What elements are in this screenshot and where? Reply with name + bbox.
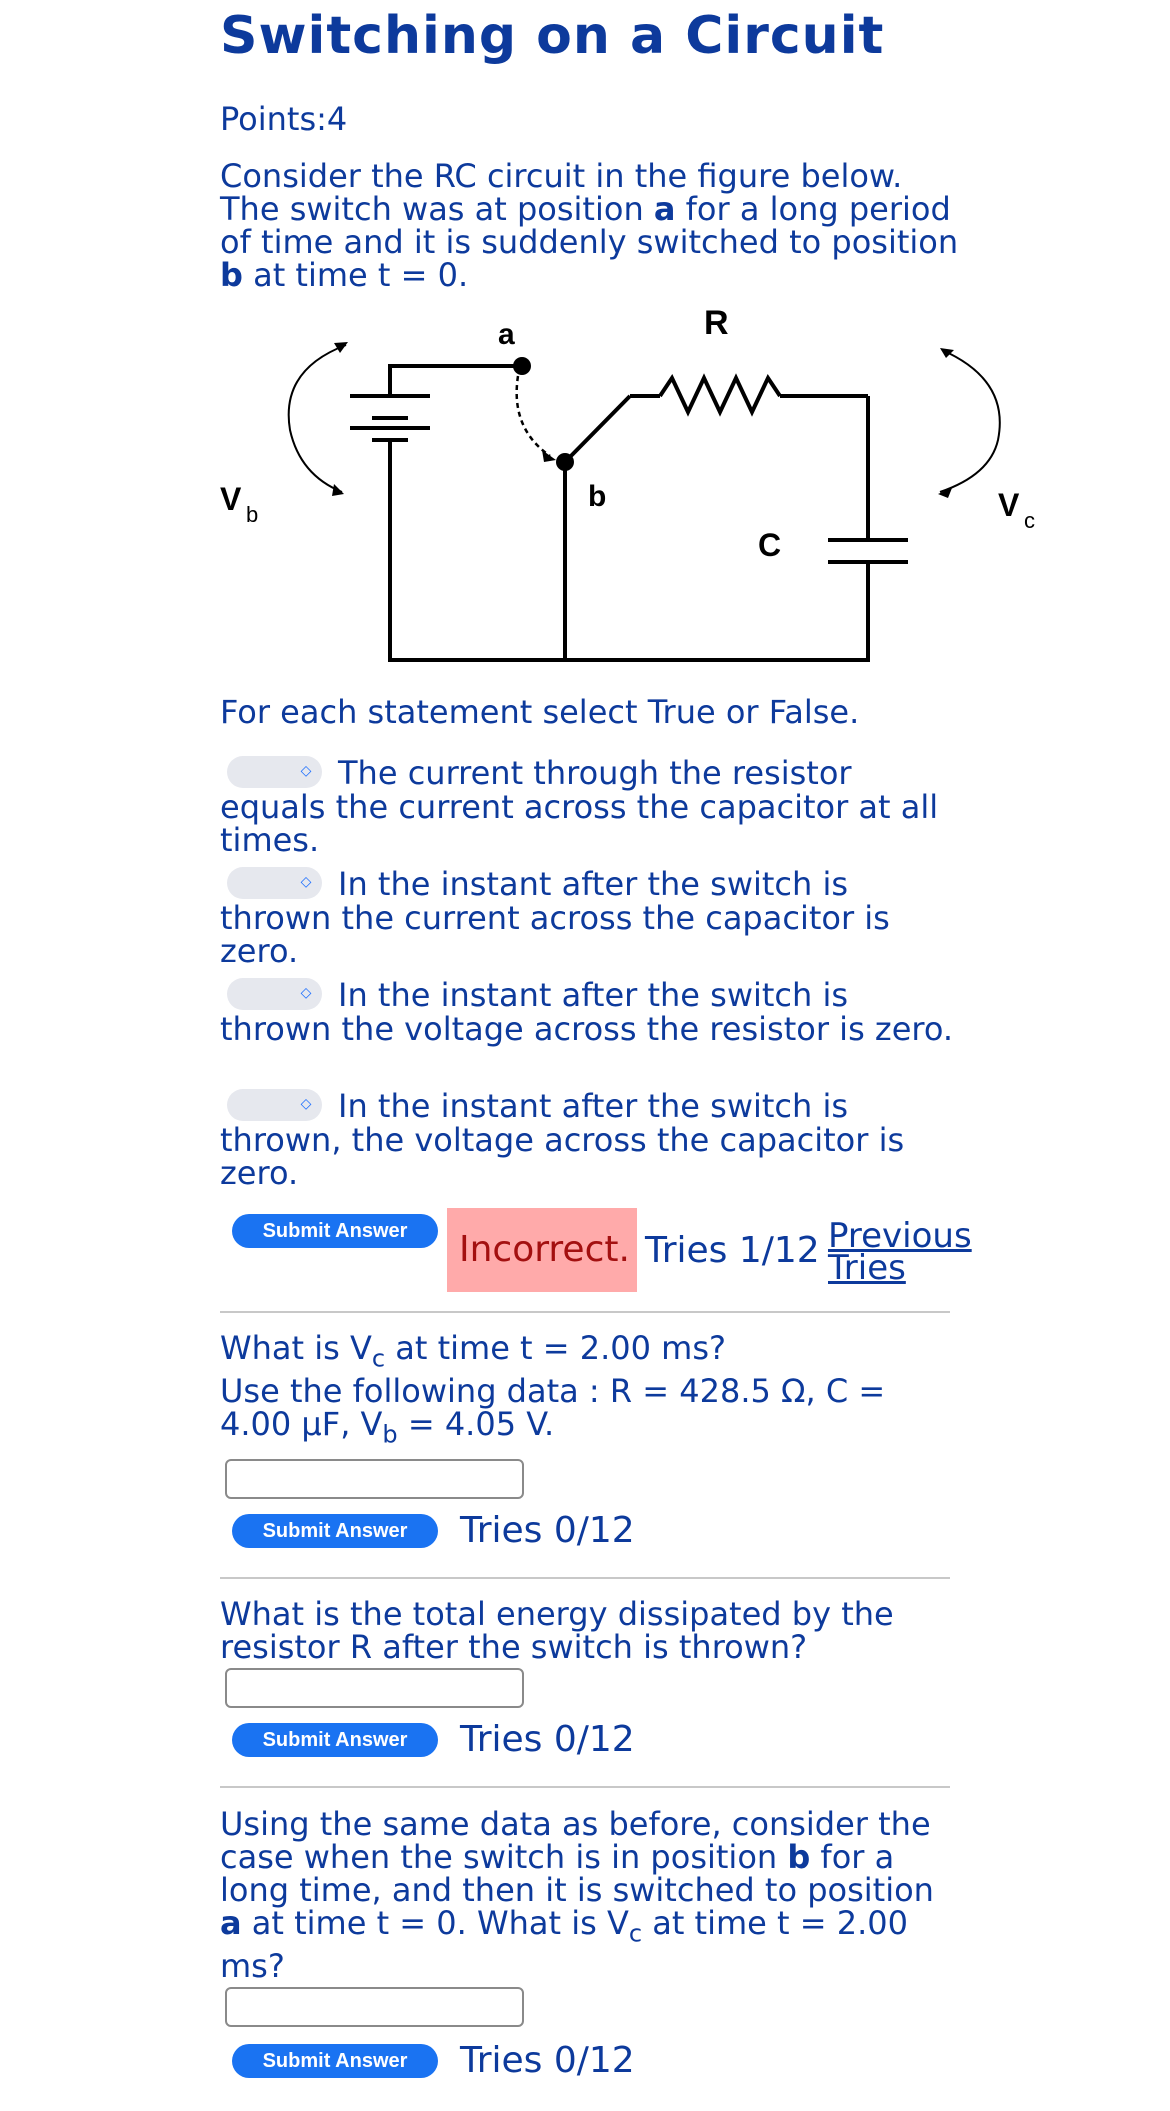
vc-subscript: c: [1024, 508, 1035, 533]
true-false-select[interactable]: [227, 867, 322, 899]
submit-answer-button[interactable]: Submit Answer: [232, 1214, 438, 1248]
intro-text-part: for a long period of time and it is suddenly switched to position: [220, 190, 959, 261]
statement-1: [220, 754, 960, 859]
switch-label-a: a: [498, 318, 515, 351]
divider: [220, 1577, 950, 1579]
statement-2: [220, 865, 960, 970]
position-b-bold: b: [787, 1838, 811, 1876]
true-false-select[interactable]: [227, 1089, 322, 1121]
intro-text: [220, 157, 960, 294]
vb-label: V: [220, 481, 242, 517]
statement-4: [220, 1087, 960, 1192]
statement-text: In the instant after the switch is thrown, the voltage across the capacitor is zero.: [220, 1087, 905, 1192]
position-a-bold: a: [220, 1904, 242, 1942]
previous-tries-link[interactable]: Previous Tries: [828, 1216, 972, 1288]
submit-answer-button[interactable]: Submit Answer: [232, 2044, 438, 2078]
statement-text: The current through the resistor equals the current across the capacitor at all times.: [220, 754, 939, 859]
capacitor-label: C: [758, 527, 782, 563]
true-false-select[interactable]: [227, 756, 322, 788]
vc-label: V: [998, 487, 1020, 523]
statement-text: In the instant after the switch is thrown the voltage across the resistor is zero.: [220, 976, 954, 1048]
intro-text-part: Consider the RC circuit in the figure below. The switch was at position: [220, 157, 903, 228]
chevron-updown-icon: ◇: [300, 874, 312, 890]
chevron-updown-icon: ◇: [300, 1096, 312, 1112]
submit-answer-button[interactable]: Submit Answer: [232, 1723, 438, 1757]
subscript: b: [382, 1420, 398, 1449]
tries-count: Tries 0/12: [460, 2040, 635, 2081]
divider: [220, 1311, 950, 1313]
answer-input[interactable]: [225, 1459, 524, 1499]
question-text: at time t = 0. What is V: [241, 1904, 629, 1942]
divider: [220, 1786, 950, 1788]
tries-count: Tries 0/12: [460, 1510, 635, 1551]
intro-text-part: at time t = 0.: [242, 256, 469, 294]
statement-3: [220, 976, 960, 1048]
question-text: at time t = 2.00 ms?: [385, 1329, 726, 1367]
tries-count: Tries 0/12: [460, 1719, 635, 1760]
true-false-select[interactable]: [227, 978, 322, 1010]
vb-subscript: b: [246, 502, 259, 527]
subscript: c: [371, 1344, 386, 1373]
question-text: What is V: [220, 1329, 372, 1367]
chevron-updown-icon: ◇: [300, 985, 312, 1001]
submit-answer-button[interactable]: Submit Answer: [232, 1514, 438, 1548]
statement-text: In the instant after the switch is thrown the current across the capacitor is zero.: [220, 865, 890, 970]
question-text: Using the same data as before, consider the case when the switch is in position: [220, 1805, 931, 1876]
question-text: at time t = 2.00 ms?: [220, 1904, 908, 1986]
question-text: = 4.05 V.: [397, 1405, 555, 1444]
switch-label-b: b: [588, 480, 607, 513]
tries-count: Tries 1/12: [645, 1230, 820, 1271]
position-a-bold: a: [653, 190, 676, 228]
chevron-updown-icon: ◇: [300, 763, 312, 779]
question-discharge: [220, 1805, 960, 1986]
question-text: Use the following data : R = 428.5 Ω, C = 4.00 μF, V: [220, 1372, 886, 1444]
rc-circuit-figure: [220, 310, 1060, 670]
resistor-label: R: [704, 310, 729, 342]
position-b-bold: b: [220, 256, 243, 294]
question-vc-time: [220, 1329, 960, 1452]
points-label: Points:4: [220, 100, 348, 138]
subscript: c: [628, 1919, 643, 1948]
incorrect-badge: Incorrect.: [447, 1208, 637, 1292]
answer-input[interactable]: [225, 1987, 524, 2027]
question-text: for a long time, and then it is switched to position: [220, 1838, 934, 1909]
page-title: Switching on a Circuit: [220, 6, 885, 66]
answer-input[interactable]: [225, 1668, 524, 1708]
instruction-text: For each statement select True or False.: [220, 693, 860, 731]
question-energy: What is the total energy dissipated by the resistor R after the switch is thrown?: [220, 1595, 894, 1666]
